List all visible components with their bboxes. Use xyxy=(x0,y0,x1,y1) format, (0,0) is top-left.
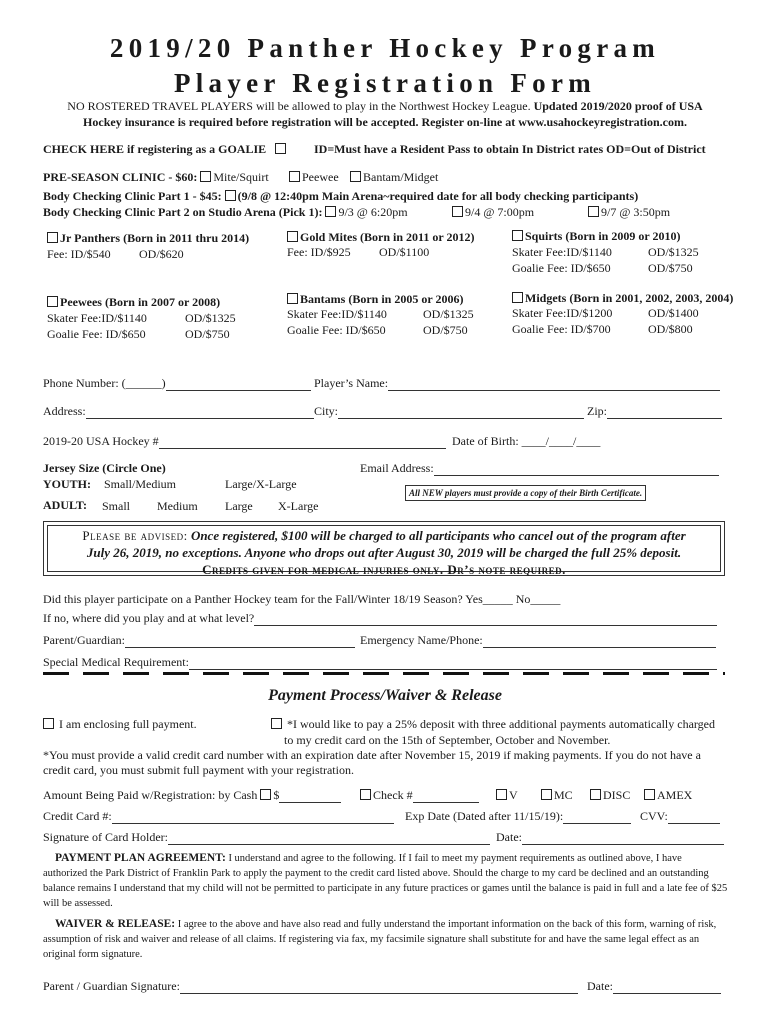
gold-mites-checkbox[interactable] xyxy=(287,231,298,242)
disc-option xyxy=(590,788,630,803)
address-row xyxy=(43,404,314,419)
clinic-mite-checkbox[interactable] xyxy=(200,171,211,182)
pw-skater: Skater Fee:ID/$1140 xyxy=(47,311,147,325)
check-row xyxy=(360,788,479,803)
player-name-row xyxy=(314,376,720,391)
card-number-row xyxy=(43,809,394,824)
usah-label: 2019-20 USA Hockey # xyxy=(43,434,159,448)
intro-bold2: Hockey insurance is required before registration will be accepted. Register on-line at www.usahockeyregistration.com. xyxy=(83,115,687,129)
parent-label: Parent/Guardian: xyxy=(43,633,125,647)
card-date-label: Date: xyxy=(496,830,522,844)
md-goalie-od: OD/$800 xyxy=(648,322,693,336)
youth-small-medium[interactable]: Small/Medium xyxy=(104,477,176,491)
email-row xyxy=(360,461,719,476)
zip-label: Zip: xyxy=(587,404,607,418)
clinic-label: PRE-SEASON CLINIC - $60: xyxy=(43,170,198,184)
cvv-row xyxy=(640,809,720,824)
cvv-field[interactable] xyxy=(668,809,720,824)
city-field[interactable] xyxy=(338,404,584,419)
jr-panthers-title: Jr Panthers (Born in 2011 thru 2014) xyxy=(60,231,250,245)
body-check-1-option: (9/8 @ 12:40pm Main Arena~required date for all body checking participants) xyxy=(237,189,639,203)
card-signature-field[interactable] xyxy=(168,830,490,845)
gm-od: OD/$1100 xyxy=(379,245,430,259)
card-signature-row xyxy=(43,830,490,845)
cvv-label: CVV: xyxy=(640,809,668,823)
dob-label[interactable]: Date of Birth: ____/____/____ xyxy=(452,434,601,448)
intro-text xyxy=(40,98,730,130)
body-check-2-label: Body Checking Clinic Part 2 on Studio Arena (Pick 1): xyxy=(43,205,323,219)
plan-agreement-text: I understand and agree to the following. If I fail to meet my payment requirements as outlined above, I have authorized the Park District of Franklin Park to apply the payment to the credit card listed above. Should the charge to my card be declined and an outstanding balance remains I understand that my child will not be permitted to participate in any future practices or games until the balance is paid in full and a late fee of $25 will be assessed. xyxy=(43,853,728,909)
program-squirts xyxy=(512,229,680,244)
bt-skater: Skater Fee:ID/$1140 xyxy=(287,307,387,321)
history-q2-row xyxy=(43,611,717,626)
adult-medium[interactable]: Medium xyxy=(157,499,198,513)
midgets-title: Midgets (Born in 2001, 2002, 2003, 2004) xyxy=(525,291,734,305)
gold-mites-title: Gold Mites (Born in 2011 or 2012) xyxy=(300,230,475,244)
exp-row xyxy=(405,809,631,824)
intro-bold1: Updated 2019/2020 proof of USA xyxy=(533,99,703,113)
card-note-2: credit card, you must submit full payment with your registration. xyxy=(43,763,354,777)
email-label: Email Address: xyxy=(360,461,434,475)
md-goalie: Goalie Fee: ID/$700 xyxy=(512,322,611,336)
amount-field[interactable] xyxy=(279,788,341,803)
body-check-1-checkbox[interactable] xyxy=(225,190,236,201)
payment-heading: Payment Process/Waiver & Release xyxy=(268,687,502,704)
adult-xlarge[interactable]: X-Large xyxy=(278,499,319,513)
bc2-opt2-checkbox[interactable] xyxy=(452,206,463,217)
medical-field[interactable] xyxy=(189,655,717,670)
emergency-row xyxy=(360,633,716,648)
notice-inner xyxy=(47,525,721,577)
jr-panthers-checkbox[interactable] xyxy=(47,232,58,243)
clinic-peewee-checkbox[interactable] xyxy=(289,171,300,182)
visa-label: V xyxy=(509,788,518,802)
program-midgets xyxy=(512,291,733,306)
amount-row xyxy=(43,788,341,803)
squirts-title: Squirts (Born in 2009 or 2010) xyxy=(525,229,681,243)
clinic-bantam xyxy=(350,170,438,185)
history-question1: Did this player participate on a Panther Hockey team for the Fall/Winter 18/19 Season? Yes_____ No_____ xyxy=(43,592,561,606)
parent-signature-field[interactable] xyxy=(180,979,578,994)
pw-goalie-od: OD/$750 xyxy=(185,327,230,341)
parent-date-field[interactable] xyxy=(613,979,721,994)
payment-plan-label2: to my credit card on the 15th of September, October and November. xyxy=(284,733,611,747)
jr-fee: Fee: ID/$540 xyxy=(47,247,111,261)
sq-skater-od: OD/$1325 xyxy=(648,245,699,259)
bc2-opt2-label: 9/4 @ 7:00pm xyxy=(465,205,535,219)
full-payment-option xyxy=(43,717,197,732)
medical-row xyxy=(43,655,717,670)
player-name-label: Player’s Name: xyxy=(314,376,389,390)
cancellation-notice xyxy=(43,521,725,576)
clinic-peewee xyxy=(289,170,339,185)
payment-plan-checkbox[interactable] xyxy=(271,718,282,729)
parent-signature-label: Parent / Guardian Signature: xyxy=(43,979,180,993)
bc2-opt3-label: 9/7 @ 3:50pm xyxy=(601,205,671,219)
waiver-release xyxy=(43,917,728,962)
sq-goalie: Goalie Fee: ID/$650 xyxy=(512,261,611,275)
midgets-checkbox[interactable] xyxy=(512,292,523,303)
mc-option xyxy=(541,788,573,803)
address-field[interactable] xyxy=(86,404,314,419)
parent-date-row xyxy=(587,979,721,994)
previous-team-field[interactable] xyxy=(254,611,717,626)
email-field[interactable] xyxy=(434,461,719,476)
bt-goalie: Goalie Fee: ID/$650 xyxy=(287,323,386,337)
notice-text1: Once registered, $100 will be charged to all participants who cancel out of the program after xyxy=(190,528,686,543)
visa-checkbox[interactable] xyxy=(496,789,507,800)
exp-label: Exp Date (Dated after 11/15/19): xyxy=(405,809,564,823)
goalie-row xyxy=(43,142,288,157)
disc-label: DISC xyxy=(603,788,631,802)
usah-field[interactable] xyxy=(159,434,446,449)
check-number-field[interactable] xyxy=(413,788,479,803)
birth-certificate-note: All NEW players must provide a copy of their Birth Certificate. xyxy=(405,485,646,501)
notice-text2: July 26, 2019, no exceptions. Anyone who drops out after August 30, 2019 will be charged the full 25% deposit. xyxy=(86,545,682,560)
medical-label: Special Medical Requirement: xyxy=(43,655,189,669)
payment-plan-option xyxy=(271,717,715,732)
amex-checkbox[interactable] xyxy=(644,789,655,800)
goalie-checkbox[interactable] xyxy=(275,143,286,154)
payment-plan-agreement xyxy=(43,851,728,911)
phone-row xyxy=(43,376,311,391)
address-label: Address: xyxy=(43,404,86,418)
bt-skater-od: OD/$1325 xyxy=(423,307,474,321)
bc2-opt1-checkbox[interactable] xyxy=(325,206,336,217)
clinic-bantam-label: Bantam/Midget xyxy=(363,170,439,184)
plan-agreement-title: PAYMENT PLAN AGREEMENT: xyxy=(55,852,226,864)
body-check-2-row xyxy=(43,205,408,220)
amex-option xyxy=(644,788,692,803)
adult-small[interactable]: Small xyxy=(102,499,131,513)
md-skater-od: OD/$1400 xyxy=(648,306,699,320)
notice-text3: Credits given for medical injuries only. Dr’s note required. xyxy=(202,562,566,577)
section-divider xyxy=(43,672,725,675)
parent-signature-row xyxy=(43,979,578,994)
exp-field[interactable] xyxy=(563,809,631,824)
form-title-line1: 2019/20 Panther Hockey Program xyxy=(109,33,661,63)
bc2-opt1-label: 9/3 @ 6:20pm xyxy=(338,205,408,219)
cash-checkbox[interactable] xyxy=(260,789,271,800)
full-payment-label: I am enclosing full payment. xyxy=(59,717,197,731)
clinic-bantam-checkbox[interactable] xyxy=(350,171,361,182)
sq-skater: Skater Fee:ID/$1140 xyxy=(512,245,612,259)
visa-option xyxy=(496,788,518,803)
pw-skater-od: OD/$1325 xyxy=(185,311,236,325)
notice-advised: Please be advised: xyxy=(82,528,188,543)
history-q2-label: If no, where did you play and at what level? xyxy=(43,611,255,625)
sq-goalie-od: OD/$750 xyxy=(648,261,693,275)
card-signature-label: Signature of Card Holder: xyxy=(43,830,168,844)
adult-large[interactable]: Large xyxy=(225,499,253,513)
parent-date-label: Date: xyxy=(587,979,613,993)
phone-label: Phone Number: (______) xyxy=(43,376,166,390)
check-checkbox[interactable] xyxy=(360,789,371,800)
player-name-field[interactable] xyxy=(388,376,720,391)
bc2-opt3 xyxy=(588,205,670,220)
program-bantams xyxy=(287,292,463,307)
emergency-label: Emergency Name/Phone: xyxy=(360,633,483,647)
waiver-text: I agree to the above and have also read and fully understand the important information on the back of this form, warning of risk, assumption of risk and waiver and release of all claims. If registering via fax, my facsimile signature shall substitute for and have the same legal effect as an original form signature. xyxy=(43,919,717,960)
mc-checkbox[interactable] xyxy=(541,789,552,800)
bt-goalie-od: OD/$750 xyxy=(423,323,468,337)
zip-field[interactable] xyxy=(607,404,722,419)
usah-row xyxy=(43,434,446,449)
squirts-checkbox[interactable] xyxy=(512,230,523,241)
disc-checkbox[interactable] xyxy=(590,789,601,800)
intro-plain: NO ROSTERED TRAVEL PLAYERS will be allowed to play in the Northwest Hockey League. xyxy=(67,99,531,113)
peewees-checkbox[interactable] xyxy=(47,296,58,307)
clinic-mite-label: Mite/Squirt xyxy=(213,170,269,184)
waiver-title: WAIVER & RELEASE: xyxy=(55,918,176,930)
youth-label: YOUTH: xyxy=(43,477,91,491)
body-check-1-label: Body Checking Clinic Part 1 - $45: xyxy=(43,189,222,203)
check-label: Check # xyxy=(373,788,413,802)
phone-field[interactable] xyxy=(166,376,311,391)
jr-od: OD/$620 xyxy=(139,247,184,261)
zip-row xyxy=(587,404,722,419)
parent-field[interactable] xyxy=(125,633,355,648)
youth-large-xlarge[interactable]: Large/X-Large xyxy=(225,477,297,491)
clinic-row xyxy=(43,170,269,185)
program-jr-panthers xyxy=(47,231,249,246)
peewees-title: Peewees (Born in 2007 or 2008) xyxy=(60,295,221,309)
dollar-sign: $ xyxy=(273,788,280,802)
adult-label: ADULT: xyxy=(43,498,88,512)
mc-label: MC xyxy=(554,788,573,802)
city-row xyxy=(314,404,584,419)
card-number-label: Credit Card #: xyxy=(43,809,112,823)
city-label: City: xyxy=(314,404,339,418)
amount-label: Amount Being Paid w/Registration: by Cash xyxy=(43,788,258,802)
card-note-1: *You must provide a valid credit card number with an expiration date after November 15, 2019 if making payments. If you do not have a xyxy=(43,748,701,762)
clinic-peewee-label: Peewee xyxy=(302,170,339,184)
bantams-title: Bantams (Born in 2005 or 2006) xyxy=(300,292,464,306)
parent-row xyxy=(43,633,355,648)
md-skater: Skater Fee:ID/$1200 xyxy=(512,306,613,320)
bc2-opt2 xyxy=(452,205,534,220)
bc2-opt3-checkbox[interactable] xyxy=(588,206,599,217)
jersey-label: Jersey Size (Circle One) xyxy=(43,461,166,475)
card-number-field[interactable] xyxy=(112,809,394,824)
emergency-field[interactable] xyxy=(483,633,716,648)
form-title-line2: Player Registration Form xyxy=(173,68,597,98)
body-check-1-row xyxy=(43,189,638,204)
card-date-row xyxy=(496,830,724,845)
goalie-label: CHECK HERE if registering as a GOALIE xyxy=(43,142,267,156)
pw-goalie: Goalie Fee: ID/$650 xyxy=(47,327,146,341)
amex-label: AMEX xyxy=(657,788,693,802)
program-gold-mites xyxy=(287,230,474,245)
bantams-checkbox[interactable] xyxy=(287,293,298,304)
payment-plan-label1: *I would like to pay a 25% deposit with three additional payments automatically charged xyxy=(287,717,715,731)
card-date-field[interactable] xyxy=(522,830,724,845)
program-peewees xyxy=(47,295,220,310)
gm-fee: Fee: ID/$925 xyxy=(287,245,351,259)
full-payment-checkbox[interactable] xyxy=(43,718,54,729)
id-od-note: ID=Must have a Resident Pass to obtain In District rates OD=Out of District xyxy=(314,142,706,156)
